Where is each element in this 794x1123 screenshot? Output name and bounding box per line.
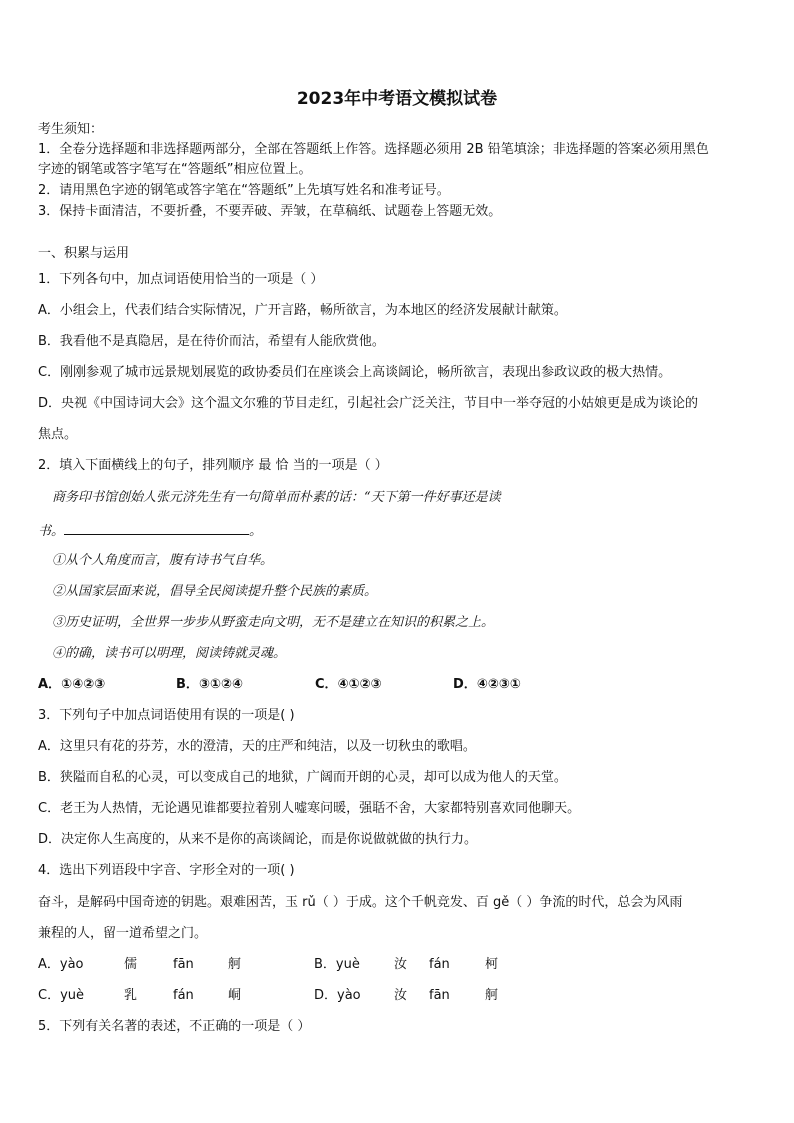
q1-option-d: D．央视《中国诗词大会》这个温文尔雅的节目走红，引起社会广泛关注，节目中一举夺冠的小姑娘更是成为谈论的 [38,396,699,411]
notice-heading: 考生须知： [38,122,104,137]
q4-d-pinyin1: D．yào [314,988,361,1003]
q1-stem: 1．下列各句中，加点词语使用恰当的一项是（ ） [38,272,324,287]
q4-b-char2: 柯 [485,957,499,972]
q4-c-pinyin1: C．yuè [38,988,85,1003]
q2-sentence-3: ③历史证明，全世界一步步从野蛮走向文明，无不是建立在知识的积累之上。 [52,615,495,630]
q4-d-char1: 汝 [394,988,408,1003]
q2-passage: 商务印书馆创始人张元济先生有一句简单而朴素的话：“天下第一件好事还是读 [52,490,501,505]
q1-option-c: C．刚刚参观了城市远景规划展览的政协委员们在座谈会上高谈阔论，畅所欲言，表现出参政议政的极大热情。 [38,365,672,380]
notice-item-1-cont: 字迹的钢笔或答字笔写在“答题纸”相应位置上。 [38,162,312,177]
q4-a-char2: 舸 [228,957,242,972]
q2-option-d: D．④②③① [453,677,521,692]
q1-option-b: B．我看他不是真隐居，是在待价而沽，希望有人能欣赏他。 [38,334,385,349]
q2-passage-suffix: 。 [249,524,263,539]
q4-passage: 奋斗，是解码中国奇迹的钥匙。艰难困苦，玉 rǔ（ ）于成。这个千帆竞发、百 gě（ ）争流的时代，总会为风雨 [38,895,683,910]
q3-option-d: D．决定你人生高度的，从来不是你的高谈阔论，而是你说做就做的执行力。 [38,832,478,847]
q4-d-pinyin2: fān [429,988,450,1003]
q5-stem: 5．下列有关名著的表述，不正确的一项是（ ） [38,1019,311,1034]
notice-item-1: 1．全卷分选择题和非选择题两部分，全部在答题纸上作答。选择题必须用 2B 铅笔填涂；非选择题的答案必须用黑色 [38,142,709,157]
notice-item-3: 3．保持卡面清洁，不要折叠，不要弄破、弄皱，在草稿纸、试题卷上答题无效。 [38,204,502,219]
section-heading: 一、积累与运用 [38,246,130,261]
q2-sentence-2: ②从国家层面来说，倡导全民阅读提升整个民族的素质。 [52,584,378,599]
q4-c-char1: 乳 [124,988,138,1003]
q4-c-pinyin2: fán [173,988,194,1003]
q2-option-b: B．③①②④ [176,677,243,692]
q4-c-char2: 峒 [228,988,242,1003]
q3-option-b: B．狭隘而自私的心灵，可以变成自己的地狱，广阔而开朗的心灵，却可以成为他人的天堂。 [38,770,567,785]
q2-passage-cont [38,522,262,540]
q2-passage-prefix: 书。 [38,524,65,539]
q3-option-c: C．老王为人热情，无论遇见谁都要拉着别人嘘寒问暖，强聒不舍，大家都特别喜欢同他聊天。 [38,801,581,816]
q4-d-char2: 舸 [485,988,499,1003]
page-title: 2023年中考语文模拟试卷 [296,89,498,109]
q4-b-pinyin2: fán [429,957,450,972]
q4-stem: 4．选出下列语段中字音、字形全对的一项( ) [38,863,295,878]
q2-stem: 2．填入下面横线上的句子，排列顺序 最 恰 当的一项是（ ） [38,458,388,473]
q3-option-a: A．这里只有花的芬芳，水的澄清，天的庄严和纯洁，以及一切秋虫的歌唱。 [38,739,476,754]
q4-a-pinyin1: A．yào [38,957,84,972]
answer-blank[interactable] [64,522,249,535]
q2-sentence-4: ④的确，读书可以明理，阅读铸就灵魂。 [52,646,287,661]
q2-sentence-1: ①从个人角度而言，腹有诗书气自华。 [52,553,274,568]
q4-a-pinyin2: fān [173,957,194,972]
q2-option-c: C．④①②③ [315,677,382,692]
q1-option-d-cont: 焦点。 [38,427,78,442]
q4-b-pinyin1: B．yuè [314,957,360,972]
q1-option-a: A．小组会上，代表们结合实际情况，广开言路，畅所欲言，为本地区的经济发展献计献策。 [38,303,567,318]
q4-passage-cont: 兼程的人，留一道希望之门。 [38,926,208,941]
notice-item-2: 2．请用黑色字迹的钢笔或答字笔在“答题纸”上先填写姓名和准考证号。 [38,183,450,198]
q4-a-char1: 儒 [124,957,138,972]
q2-option-a: A．①④②③ [38,677,106,692]
q3-stem: 3．下列句子中加点词语使用有误的一项是( ) [38,708,295,723]
q4-b-char1: 汝 [394,957,408,972]
